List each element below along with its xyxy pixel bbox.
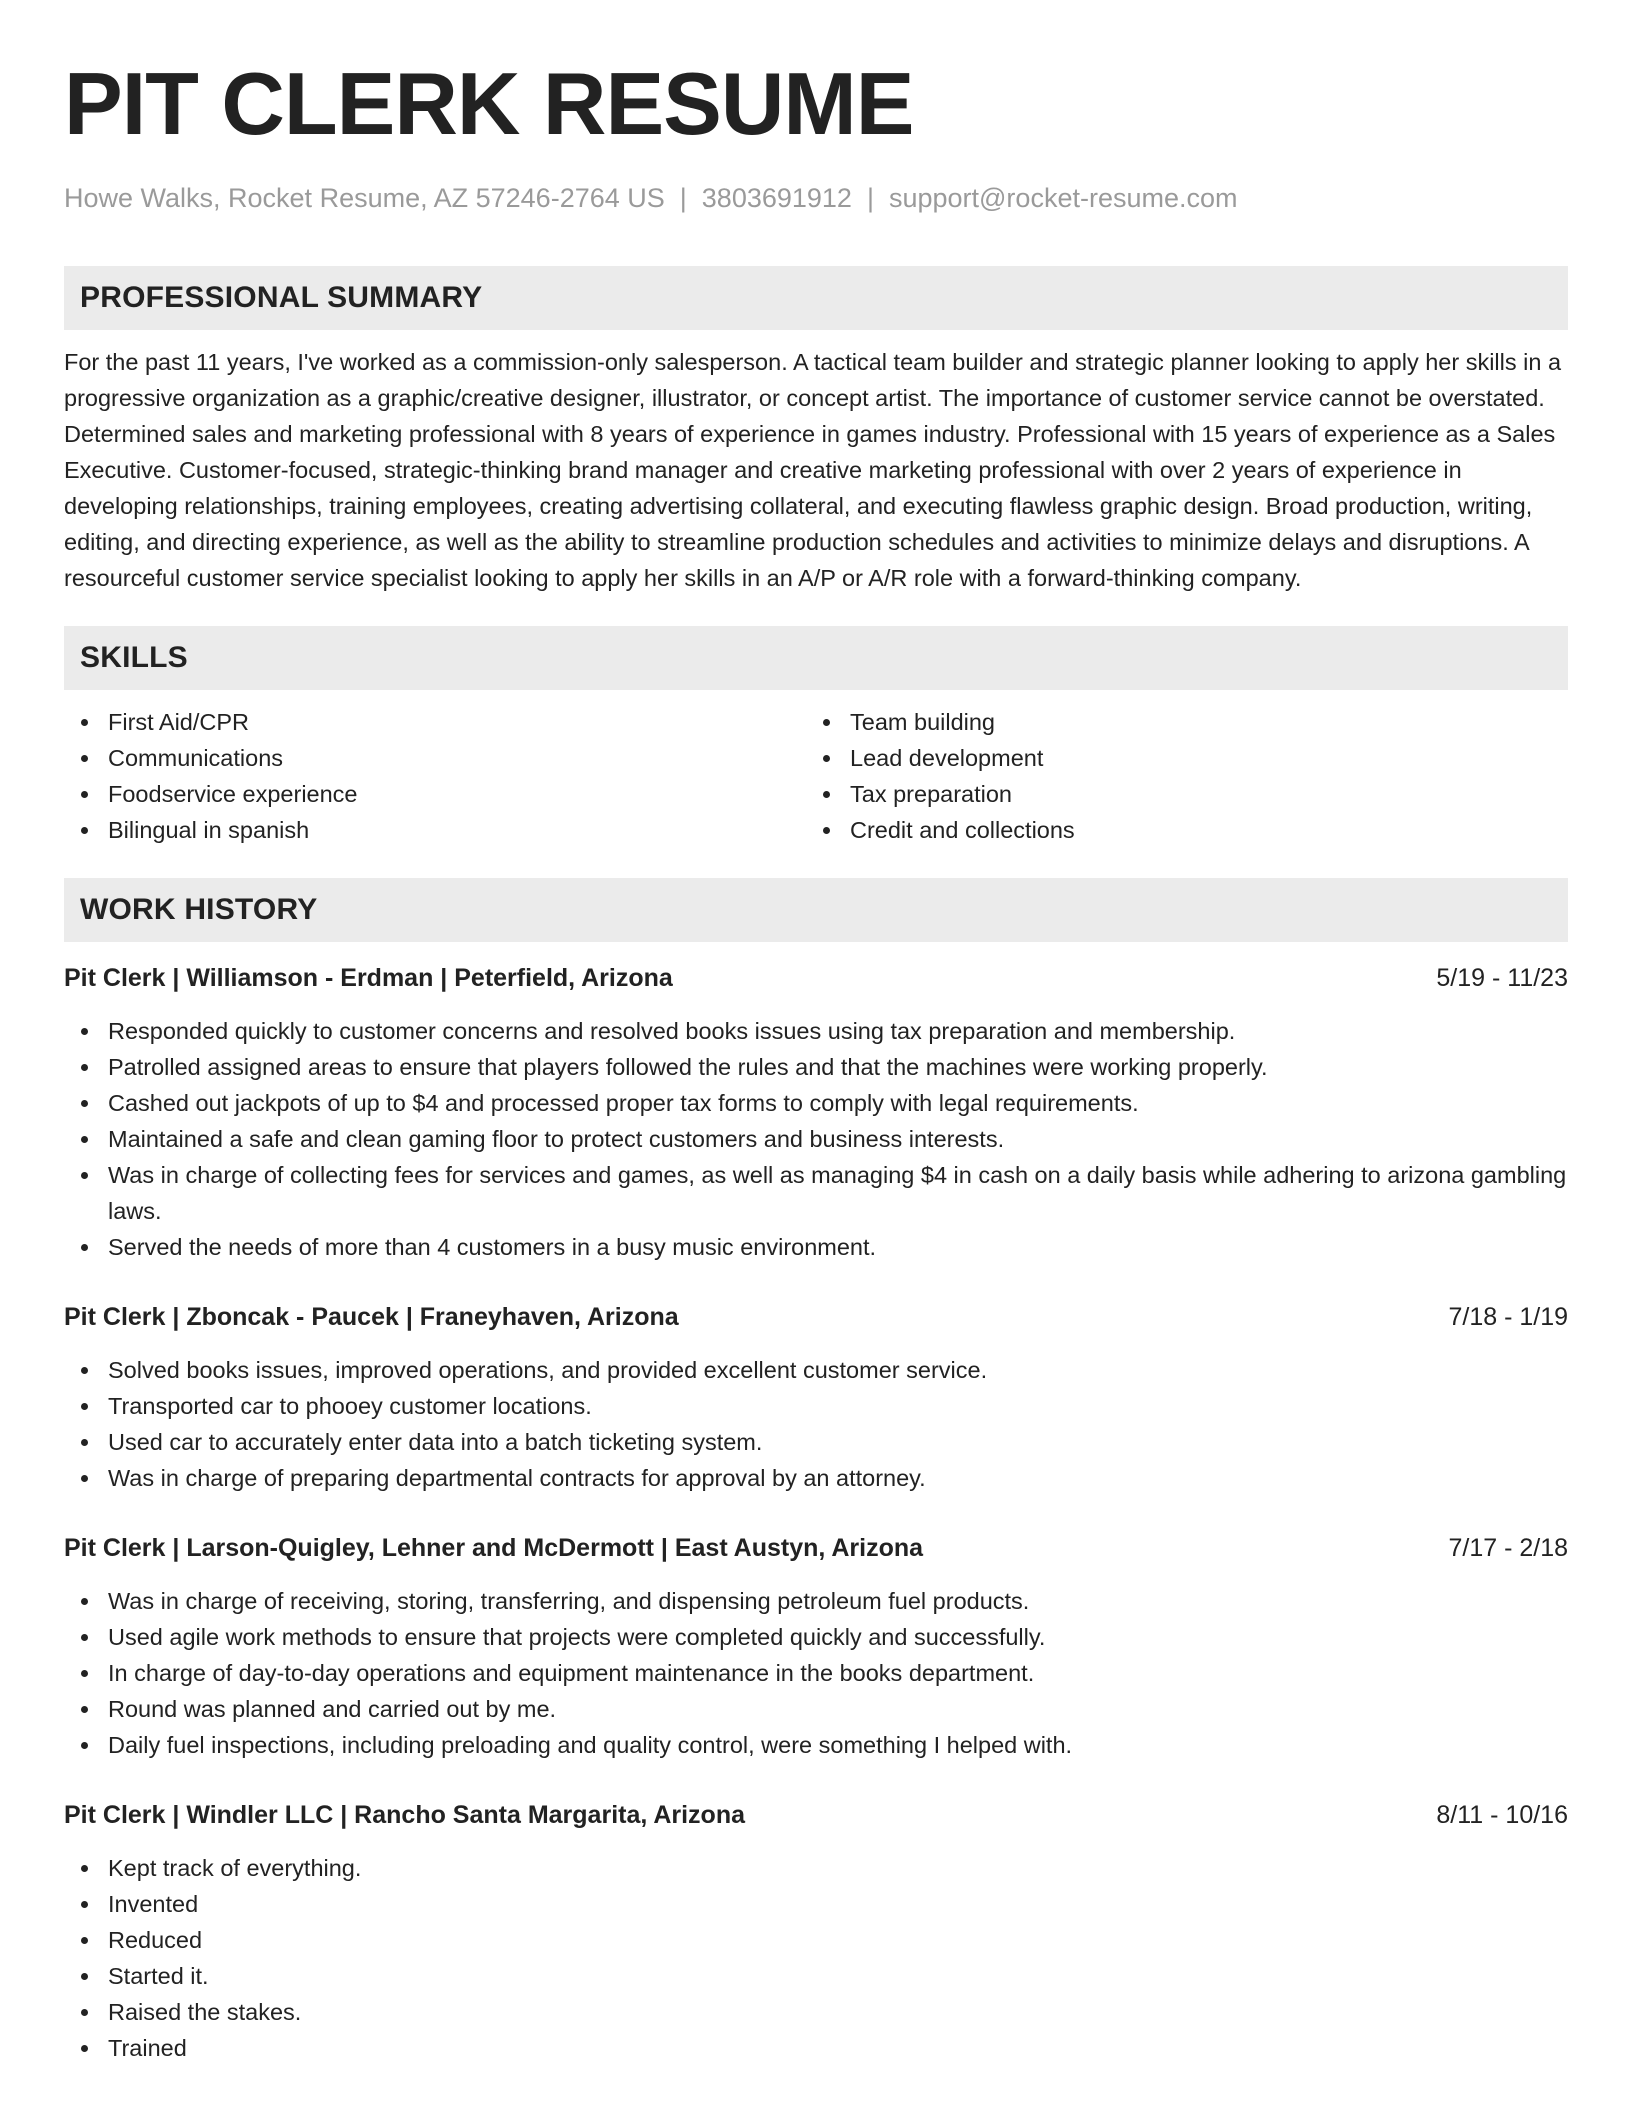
job-entry	[64, 1299, 1568, 1496]
skill-item: First Aid/CPR	[64, 704, 806, 740]
job-bullet: Used agile work methods to ensure that projects were completed quickly and successfully.	[64, 1619, 1568, 1655]
job-title: Pit Clerk | Williamson - Erdman | Peterfield, Arizona	[64, 964, 673, 992]
contact-separator: |	[866, 183, 874, 213]
section-heading-work-history: WORK HISTORY	[64, 878, 1568, 942]
skill-item: Tax preparation	[806, 776, 1548, 812]
job-title: Pit Clerk | Zboncak - Paucek | Franeyhaven, Arizona	[64, 1303, 679, 1331]
professional-summary-section	[64, 266, 1568, 596]
contact-phone: 3803691912	[701, 183, 852, 213]
section-heading-skills: SKILLS	[64, 626, 1568, 690]
job-bullet: Was in charge of receiving, storing, transferring, and dispensing petroleum fuel products.	[64, 1583, 1568, 1619]
job-entry	[64, 1797, 1568, 2066]
job-bullet: Served the needs of more than 4 customers in a busy music environment.	[64, 1229, 1568, 1265]
job-header	[64, 1299, 1568, 1335]
skills-grid	[64, 704, 1568, 848]
section-heading-summary: PROFESSIONAL SUMMARY	[64, 266, 1568, 330]
job-bullet: Kept track of everything.	[64, 1850, 1568, 1886]
job-bullet: Transported car to phooey customer locations.	[64, 1388, 1568, 1424]
job-bullets	[64, 1013, 1568, 1265]
job-header	[64, 1530, 1568, 1566]
job-bullets	[64, 1850, 1568, 2066]
job-bullet: Patrolled assigned areas to ensure that players followed the rules and that the machines were working properly.	[64, 1049, 1568, 1085]
contact-separator: |	[679, 183, 687, 213]
job-bullets	[64, 1352, 1568, 1496]
skill-item: Bilingual in spanish	[64, 812, 806, 848]
job-bullets	[64, 1583, 1568, 1763]
job-dates: 5/19 - 11/23	[1436, 964, 1568, 992]
job-bullet: Reduced	[64, 1922, 1568, 1958]
contact-email: support@rocket-resume.com	[888, 183, 1238, 213]
job-bullet: Invented	[64, 1886, 1568, 1922]
job-bullet: Was in charge of preparing departmental contracts for approval by an attorney.	[64, 1460, 1568, 1496]
job-bullet: Started it.	[64, 1958, 1568, 1994]
job-entry	[64, 960, 1568, 1265]
job-header	[64, 960, 1568, 996]
work-history-section	[64, 878, 1568, 2066]
skill-item: Foodservice experience	[64, 776, 806, 812]
skills-column-left	[64, 704, 806, 848]
job-bullet: Responded quickly to customer concerns and resolved books issues using tax preparation and membership.	[64, 1013, 1568, 1049]
job-bullet: Trained	[64, 2030, 1568, 2066]
contact-address: Howe Walks, Rocket Resume, AZ 57246-2764 US	[64, 183, 665, 213]
job-bullet: In charge of day-to-day operations and equipment maintenance in the books department.	[64, 1655, 1568, 1691]
job-bullet: Round was planned and carried out by me.	[64, 1691, 1568, 1727]
job-dates: 8/11 - 10/16	[1436, 1801, 1568, 1829]
skills-section	[64, 626, 1568, 848]
job-dates: 7/18 - 1/19	[1448, 1303, 1568, 1331]
skill-item: Communications	[64, 740, 806, 776]
job-header	[64, 1797, 1568, 1833]
job-title: Pit Clerk | Windler LLC | Rancho Santa Margarita, Arizona	[64, 1801, 746, 1829]
page-title: PIT CLERK RESUME	[64, 54, 914, 153]
job-bullet: Used car to accurately enter data into a batch ticketing system.	[64, 1424, 1568, 1460]
job-bullet: Was in charge of collecting fees for services and games, as well as managing $4 in cash on a daily basis while adhering to arizona gambling laws.	[64, 1157, 1568, 1229]
skills-column-right	[806, 704, 1548, 848]
job-title: Pit Clerk | Larson-Quigley, Lehner and McDermott | East Austyn, Arizona	[64, 1534, 924, 1562]
job-bullet: Daily fuel inspections, including preloading and quality control, were something I helped with.	[64, 1727, 1568, 1763]
job-dates: 7/17 - 2/18	[1448, 1534, 1568, 1562]
skill-item: Lead development	[806, 740, 1548, 776]
job-entry	[64, 1530, 1568, 1763]
skill-item: Team building	[806, 704, 1548, 740]
job-bullet: Maintained a safe and clean gaming floor to protect customers and business interests.	[64, 1121, 1568, 1157]
skill-item: Credit and collections	[806, 812, 1548, 848]
job-bullet: Cashed out jackpots of up to $4 and processed proper tax forms to comply with legal requirements.	[64, 1085, 1568, 1121]
job-bullet: Raised the stakes.	[64, 1994, 1568, 2030]
job-bullet: Solved books issues, improved operations, and provided excellent customer service.	[64, 1352, 1568, 1388]
summary-text: For the past 11 years, I've worked as a commission-only salesperson. A tactical team builder and strategic planner looking to apply her skills in a progressive organization as a graphic/creative designer, illustrator, or concept artist. The importance of customer service cannot be overstated. Determined sales and marketing professional with 8 years of experience in games industry. Professional with 15 years of experience as a Sales Executive. Customer-focused, strategic-thinking brand manager and creative marketing professional with over 2 years of experience in developing relationships, training employees, creating advertising collateral, and executing flawless graphic design. Broad production, writing, editing, and directing experience, as well as the ability to streamline production schedules and activities to minimize delays and disruptions. A resourceful customer service specialist looking to apply her skills in an A/P or A/R role with a forward-thinking company.	[64, 349, 1562, 591]
contact-line	[64, 180, 1568, 216]
